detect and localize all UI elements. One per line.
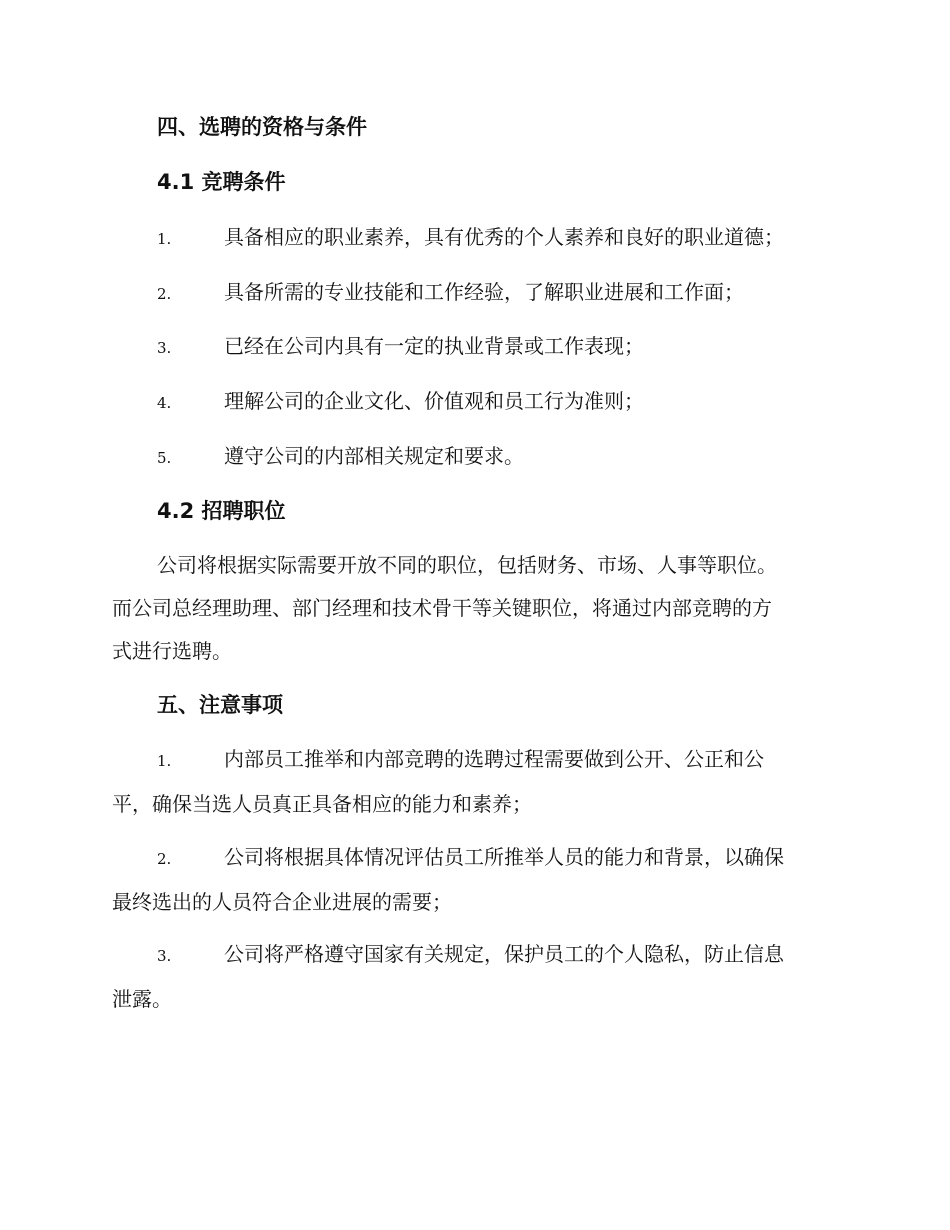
paragraph-line	[112, 933, 832, 978]
paragraph-line: 而公司总经理助理、部门经理和技术骨干等关键职位，将通过内部竞聘的方	[112, 596, 772, 620]
paragraph-line: 泄露。	[112, 987, 172, 1011]
list-number: 1.	[157, 752, 172, 770]
body-paragraph	[112, 544, 832, 673]
list-text: 理解公司的企业文化、价值观和员工行为准则；	[224, 389, 644, 413]
paragraph-text: 公司将严格遵守国家有关规定，保护员工的个人隐私，防止信息	[224, 942, 784, 966]
list-number: 1.	[157, 230, 172, 248]
paragraph-line: 平，确保当选人员真正具备相应的能力和素养；	[112, 792, 532, 816]
paragraph-line	[112, 836, 832, 881]
list-item	[157, 222, 837, 254]
list-item	[157, 277, 837, 309]
numbered-paragraph	[112, 933, 832, 1021]
list-number: 3.	[157, 339, 172, 357]
subsection-heading-4-2: 4.2 招聘职位	[157, 499, 286, 523]
list-number: 5.	[157, 449, 172, 467]
list-item	[157, 441, 837, 473]
list-item	[157, 331, 837, 363]
list-number: 2.	[157, 850, 172, 868]
list-number: 2.	[157, 285, 172, 303]
list-number: 3.	[157, 947, 172, 965]
subsection-heading-4-1: 4.1 竞聘条件	[157, 170, 286, 194]
list-number: 4.	[157, 394, 172, 412]
paragraph-line: 最终选出的人员符合企业进展的需要；	[112, 890, 452, 914]
paragraph-text: 公司将根据具体情况评估员工所推举人员的能力和背景，以确保	[224, 845, 784, 869]
paragraph-line: 公司将根据实际需要开放不同的职位，包括财务、市场、人事等职位。	[157, 553, 777, 577]
list-text: 具备所需的专业技能和工作经验，了解职业进展和工作面；	[224, 280, 744, 304]
section-heading-4: 四、选聘的资格与条件	[157, 115, 367, 139]
list-text: 已经在公司内具有一定的执业背景或工作表现；	[224, 334, 644, 358]
numbered-paragraph	[112, 738, 832, 826]
section-heading-5: 五、注意事项	[157, 693, 283, 717]
paragraph-line	[112, 738, 832, 783]
paragraph-line: 式进行选聘。	[112, 639, 232, 663]
list-text: 具备相应的职业素养，具有优秀的个人素养和良好的职业道德；	[224, 225, 784, 249]
list-item	[157, 386, 837, 418]
list-text: 遵守公司的内部相关规定和要求。	[224, 444, 524, 468]
numbered-paragraph	[112, 836, 832, 924]
paragraph-text: 内部员工推举和内部竞聘的选聘过程需要做到公开、公正和公	[224, 747, 764, 771]
